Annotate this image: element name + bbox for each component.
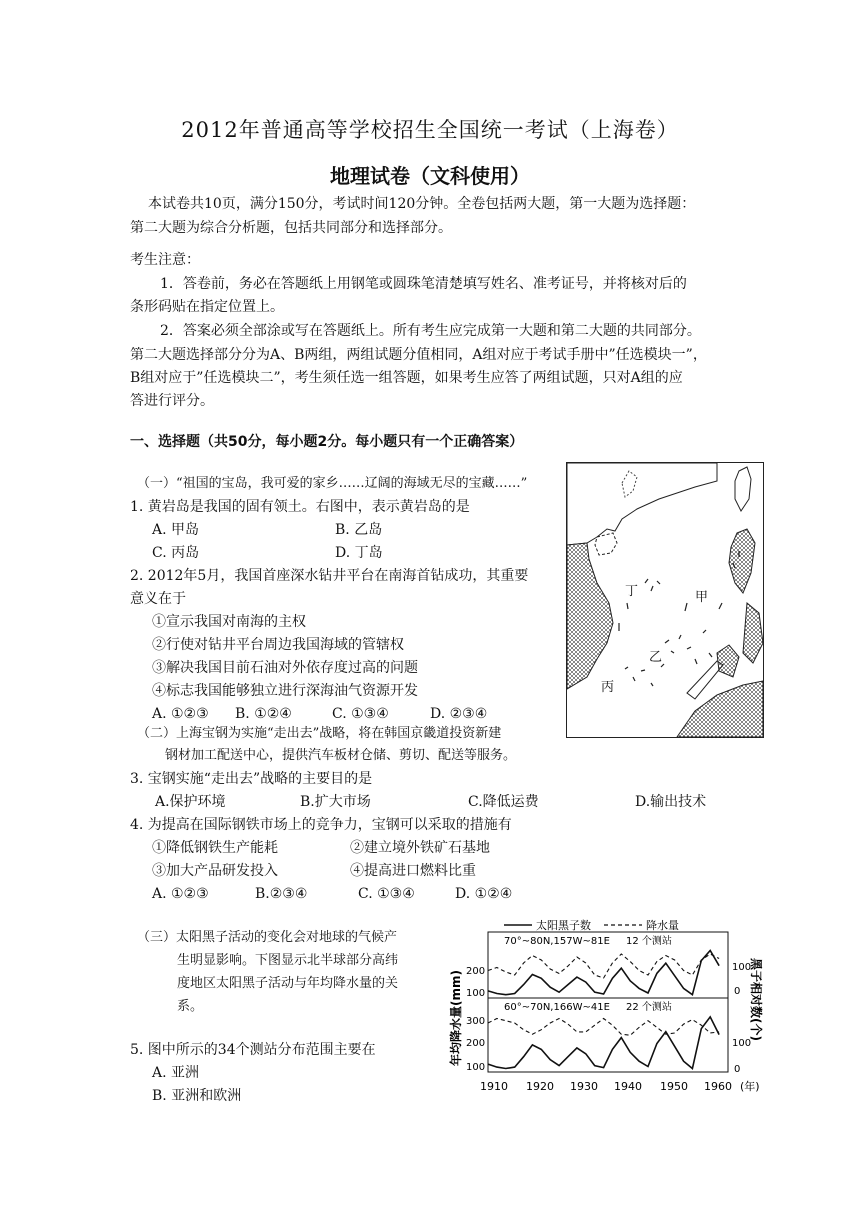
chart-graphic xyxy=(446,918,782,1100)
q4-option-c: C. ①③④ xyxy=(358,886,415,902)
x-tick: 1950 xyxy=(660,1080,688,1093)
group3-intro: （三）太阳黑子活动的变化会对地球的气候产 xyxy=(137,930,398,945)
q3-option-d: D.输出技术 xyxy=(635,794,707,810)
notice-line: 答进行评分。 xyxy=(130,393,214,409)
map-graphic xyxy=(567,463,763,737)
q3-option-c: C.降低运费 xyxy=(468,794,539,810)
sunspot-precip-chart xyxy=(446,918,782,1100)
notice-line: 1．答卷前，务必在答题纸上用钢笔或圆珠笔清楚填写姓名、准考证号，并将核对后的 xyxy=(160,276,687,292)
q2-option-a: A. ①②③ xyxy=(152,706,209,722)
q5-option-a: A. 亚洲 xyxy=(152,1065,200,1081)
q2-statement: ①宣示我国对南海的主权 xyxy=(152,614,306,630)
q4-statement: ②建立境外铁矿石基地 xyxy=(350,840,490,856)
intro-line1: 本试卷共10页，满分150分，考试时间120分钟。全卷包括两大题，第一大题为选择题： xyxy=(148,196,696,212)
x-axis-unit: (年) xyxy=(740,1080,760,1093)
map-label-ding: 丁 xyxy=(625,584,639,599)
q2-stem: 2. 2012年5月，我国首座深水钻井平台在南海首钻成功，其重要 xyxy=(130,568,529,584)
legend-sunspot: 太阳黑子数 xyxy=(536,919,591,932)
x-tick: 1910 xyxy=(480,1080,508,1093)
q1-option-d: D. 丁岛 xyxy=(335,545,383,561)
notice-line: B组对应于”任选模块二”，考生须任选一组答题，如果考生应答了两组试题，只对A组的应 xyxy=(130,370,683,386)
q1-stem: 1. 黄岩岛是我国的固有领土。右图中，表示黄岩岛的是 xyxy=(130,499,470,515)
q2-statement: ②行使对钻井平台周边我国海域的管辖权 xyxy=(152,637,404,653)
group1-intro: （一）“祖国的宝岛，我可爱的家乡……辽阔的海域无尽的宝藏……” xyxy=(137,476,528,491)
panel1-stations: 12 个测站 xyxy=(626,936,672,947)
y-right-title: 黑子相对数(个) xyxy=(749,958,763,1041)
x-tick: 1940 xyxy=(614,1080,642,1093)
q1-option-a: A. 甲岛 xyxy=(152,522,200,538)
q2-option-d: D. ②③④ xyxy=(430,706,488,722)
q3-option-b: B.扩大市场 xyxy=(300,794,371,810)
notice-label: 考生注意： xyxy=(130,252,200,268)
panel1-sunspot-line xyxy=(488,951,719,995)
south-china-sea-map xyxy=(566,462,764,738)
x-tick: 1930 xyxy=(570,1080,598,1093)
group3-intro: 生明显影响。下图显示北半球部分高纬 xyxy=(177,953,399,968)
q1-option-c: C. 丙岛 xyxy=(152,545,200,561)
q2-stem-cont: 意义在于 xyxy=(130,591,186,607)
q4-stem: 4. 为提高在国际钢铁市场上的竞争力，宝钢可以采取的措施有 xyxy=(130,817,512,833)
x-tick: 1920 xyxy=(526,1080,554,1093)
q1-option-b: B. 乙岛 xyxy=(335,522,383,538)
q4-statement: ③加大产品研发投入 xyxy=(152,863,278,879)
map-label-bing: 丙 xyxy=(601,680,615,695)
p1-left-tick: 100 xyxy=(466,988,486,999)
notice-line: 2．答案必须全部涂或写在答题纸上。所有考生应完成第一大题和第二大题的共同部分。 xyxy=(160,323,701,339)
map-label-yi: 乙 xyxy=(649,650,663,665)
panel2-precip-line xyxy=(488,1019,719,1036)
map-label-jia: 甲 xyxy=(695,590,709,605)
p2-right-tick: 100 xyxy=(732,1038,752,1049)
legend-precip: 降水量 xyxy=(646,919,679,932)
intro-line2: 第二大题为综合分析题，包括共同部分和选择部分。 xyxy=(130,220,452,236)
q2-option-c: C. ①③④ xyxy=(332,706,389,722)
panel1-label: 70°~80N,157W~81E xyxy=(504,936,610,947)
panel1-precip-line xyxy=(488,954,719,978)
p2-right-tick: 0 xyxy=(734,1064,741,1075)
exam-title: 2012年普通高等学校招生全国统一考试（上海卷） xyxy=(181,118,679,142)
section1-heading: 一、选择题（共50分，每小题2分。每小题只有一个正确答案） xyxy=(130,434,524,450)
notice-line: 第二大题选择部分分为A、B两组，两组试题分值相同，A组对应于考试手册中”任选模块一”， xyxy=(130,347,707,363)
panel2-label: 60°~70N,166W~41E xyxy=(504,1002,610,1013)
exam-subtitle: 地理试卷（文科使用） xyxy=(330,164,530,188)
q2-statement: ③解决我国目前石油对外依存度过高的问题 xyxy=(152,660,418,676)
p2-left-tick: 200 xyxy=(466,1038,486,1049)
q2-option-b: B. ①②④ xyxy=(235,706,292,722)
p1-right-tick: 100 xyxy=(732,962,752,973)
p2-left-tick: 100 xyxy=(466,1062,486,1073)
q3-option-a: A.保护环境 xyxy=(155,794,226,810)
panel2-sunspot-line xyxy=(488,1017,719,1069)
y-left-title: 年均降水量(mm) xyxy=(449,970,463,1066)
q4-statement: ④提高进口燃料比重 xyxy=(350,863,476,879)
q3-stem: 3. 宝钢实施“走出去”战略的主要目的是 xyxy=(130,771,373,787)
panel2-stations: 22 个测站 xyxy=(626,1002,672,1013)
p1-right-tick: 0 xyxy=(734,986,741,997)
x-tick: 1960 xyxy=(704,1080,732,1093)
q4-option-a: A. ①②③ xyxy=(152,886,209,902)
p1-left-tick: 200 xyxy=(466,966,486,977)
group3-intro: 系。 xyxy=(177,999,204,1014)
group2-intro-cont: 钢材加工配送中心，提供汽车板材仓储、剪切、配送等服务。 xyxy=(165,748,517,763)
group3-intro: 度地区太阳黑子活动与年均降水量的关 xyxy=(177,976,399,991)
notice-line: 条形码贴在指定位置上。 xyxy=(130,299,284,315)
q4-option-b: B.②③④ xyxy=(255,886,308,902)
q2-statement: ④标志我国能够独立进行深海油气资源开发 xyxy=(152,683,418,699)
q5-option-b: B. 亚洲和欧洲 xyxy=(152,1088,242,1104)
p2-left-tick: 300 xyxy=(466,1016,486,1027)
q5-stem: 5. 图中所示的34个测站分布范围主要在 xyxy=(130,1042,376,1058)
group2-intro: （二）上海宝钢为实施“走出去”战略，将在韩国京畿道投资新建 xyxy=(137,726,502,741)
q4-option-d: D. ①②④ xyxy=(455,886,513,902)
q4-statement: ①降低钢铁生产能耗 xyxy=(152,840,278,856)
